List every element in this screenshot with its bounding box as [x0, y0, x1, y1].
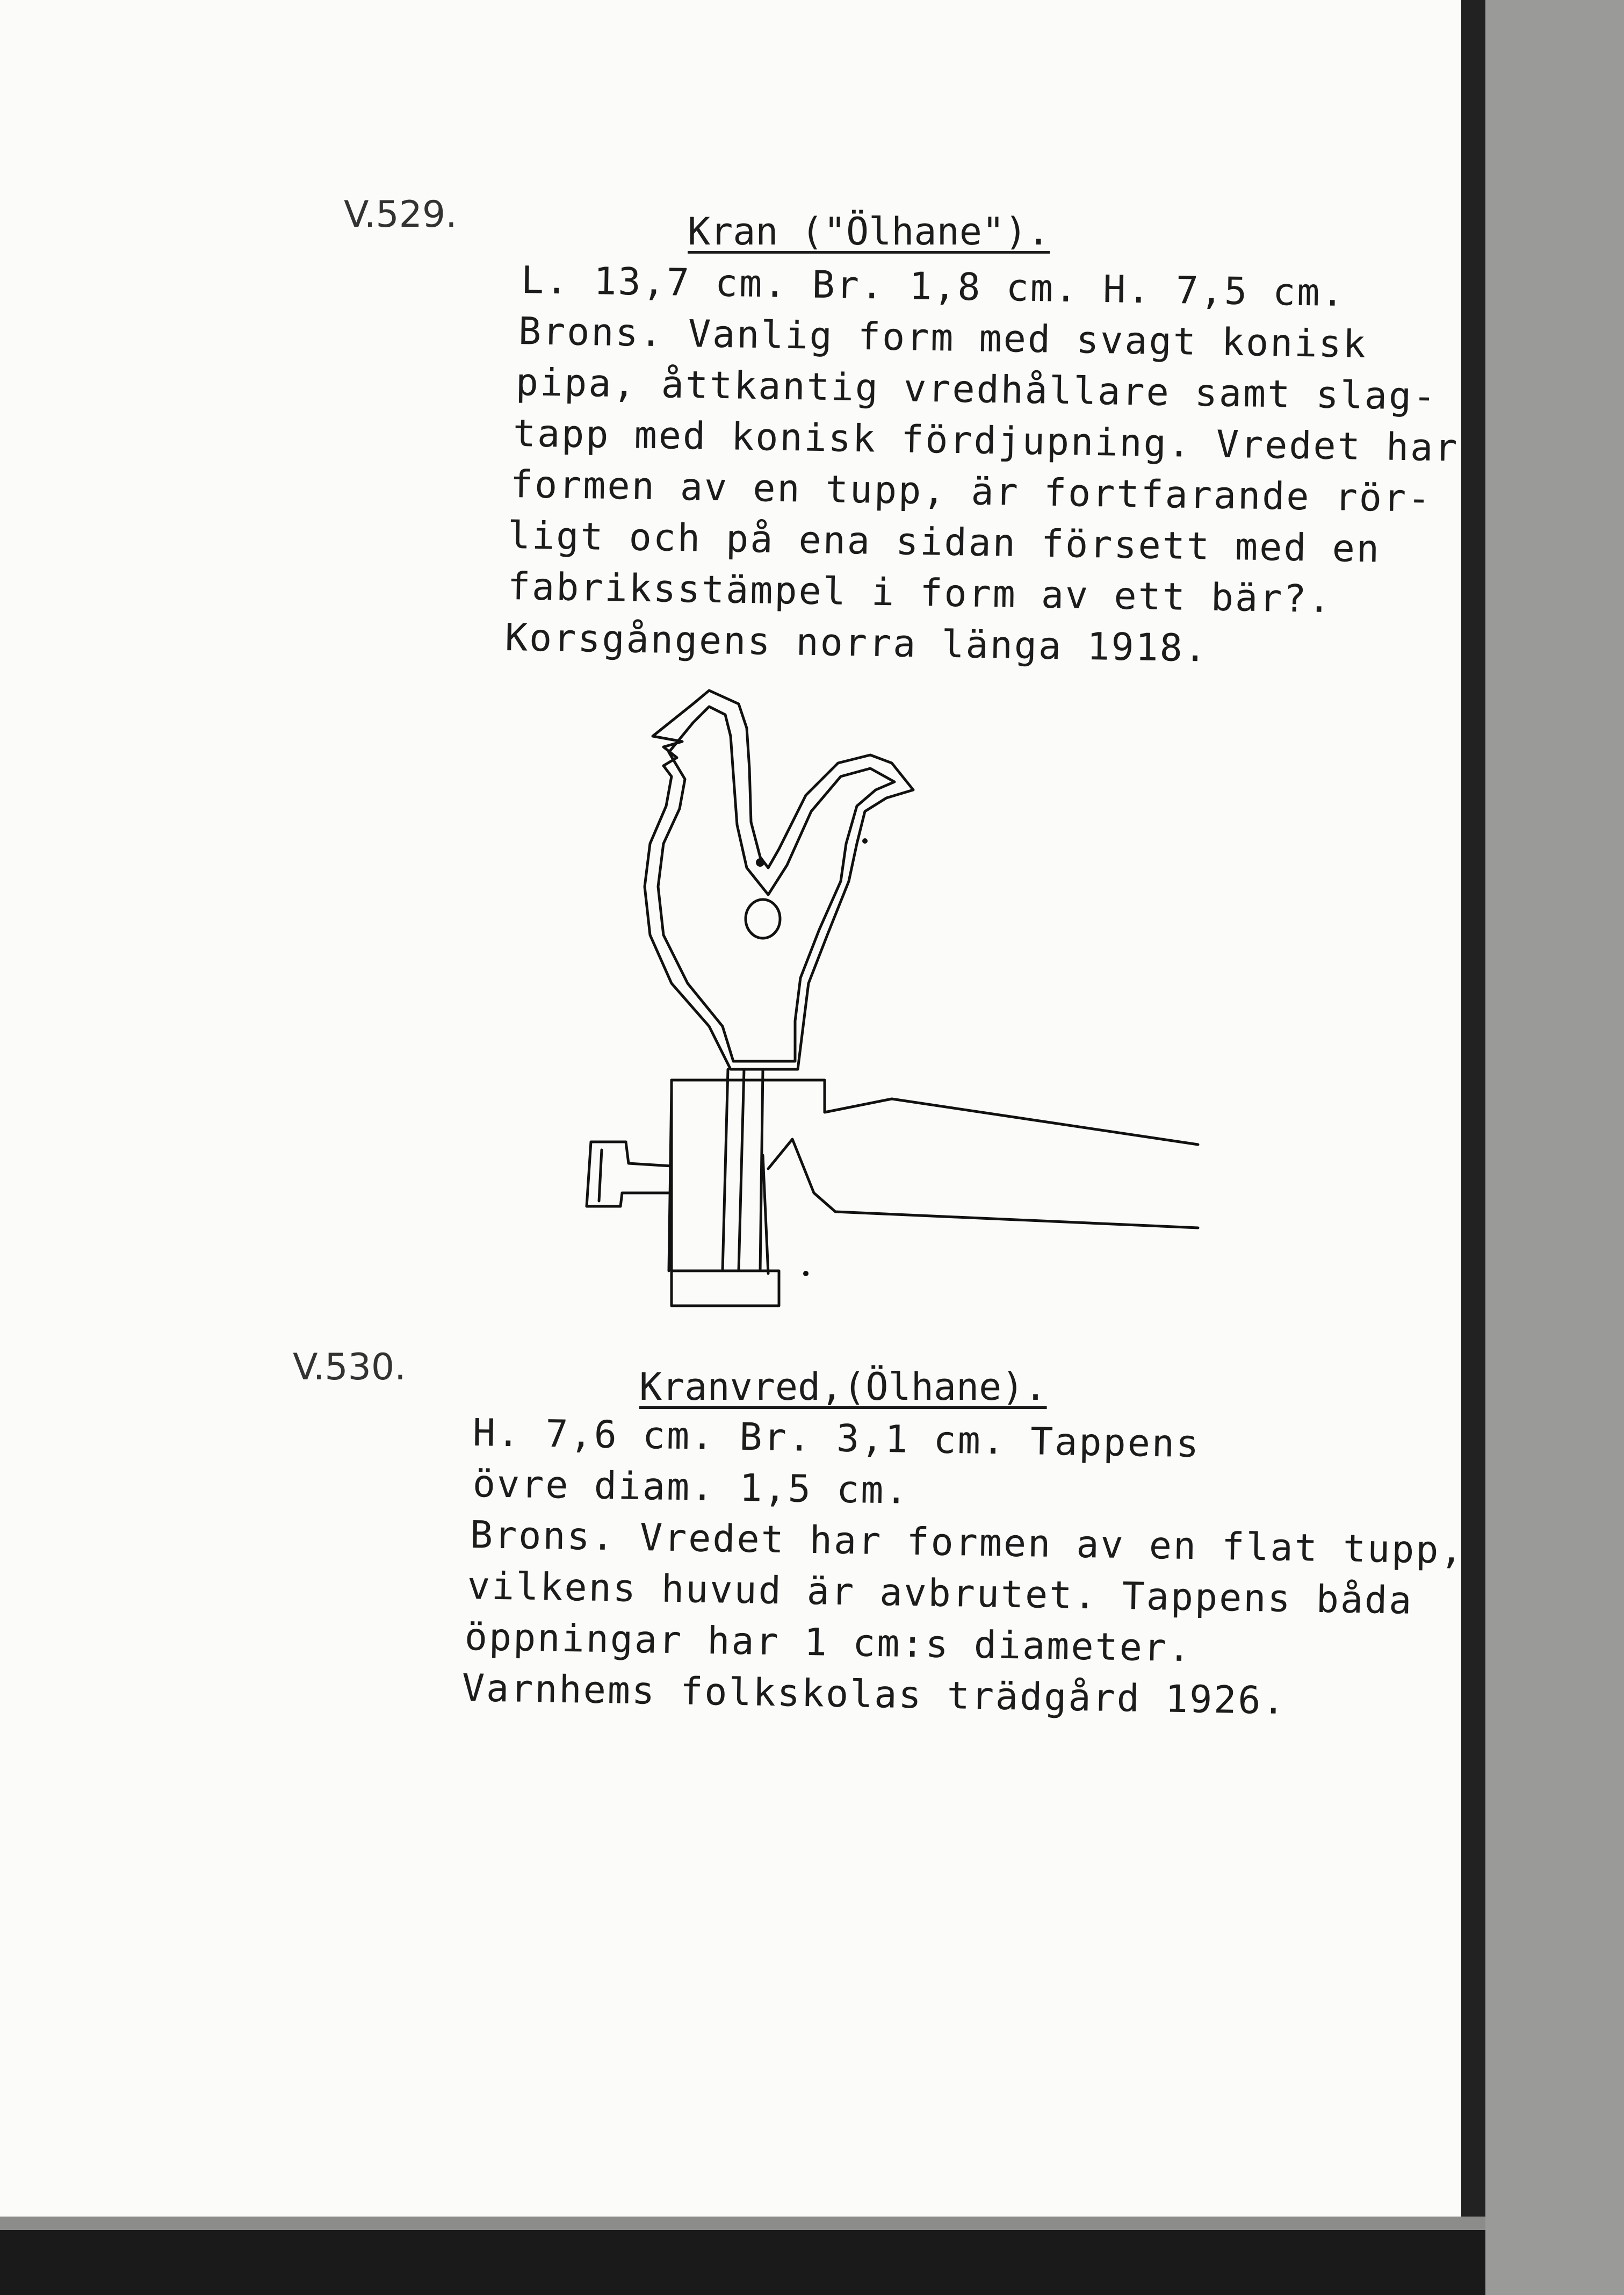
tap-rooster-drawing — [548, 682, 1219, 1316]
entry-text-line: formen av en tupp, är fortfarande rör- — [510, 462, 1432, 521]
entry-title: Kran ("Ölhane"). — [688, 210, 1050, 254]
entry-text-line: fabriksstämpel i form av ett bär?. — [507, 564, 1333, 622]
entry-text-line: tapp med konisk fördjupning. Vredet har — [513, 411, 1460, 470]
entry-text-line: pipa, åttkantig vredhållare samt slag- — [515, 360, 1438, 419]
entry-text-line: vilkens huvud är avbrutet. Tappens båda — [467, 1564, 1414, 1623]
page-edge — [1461, 0, 1485, 2295]
entry-text-line: L. 13,7 cm. Br. 1,8 cm. H. 7,5 cm. — [521, 258, 1346, 315]
entry-title: Kranvred,(Ölhane). — [639, 1365, 1047, 1409]
entry-text-line: Brons. Vanlig form med svagt konisk — [518, 309, 1368, 366]
bottom-edge — [0, 2230, 1485, 2295]
entry-text-line: öppningar har 1 cm:s diameter. — [464, 1615, 1193, 1671]
entry-text-line: Korsgångens norra länga 1918. — [504, 615, 1209, 671]
page-edge-shadow — [1485, 0, 1624, 2295]
entry-text-line: Brons. Vredet har formen av en flat tupp, — [470, 1513, 1465, 1573]
catalog-number: V.529. — [344, 193, 457, 236]
bottom-edge-shadow — [0, 2217, 1485, 2230]
catalog-number: V.530. — [293, 1346, 406, 1388]
entry-text-line: H. 7,6 cm. Br. 3,1 cm. Tappens — [472, 1411, 1201, 1466]
entry-text-line: ligt och på ena sidan försett med en — [507, 513, 1381, 571]
entry-text-line: Varnhems folkskolas trädgård 1926. — [461, 1666, 1287, 1723]
entry-text-line: övre diam. 1,5 cm. — [472, 1462, 910, 1513]
